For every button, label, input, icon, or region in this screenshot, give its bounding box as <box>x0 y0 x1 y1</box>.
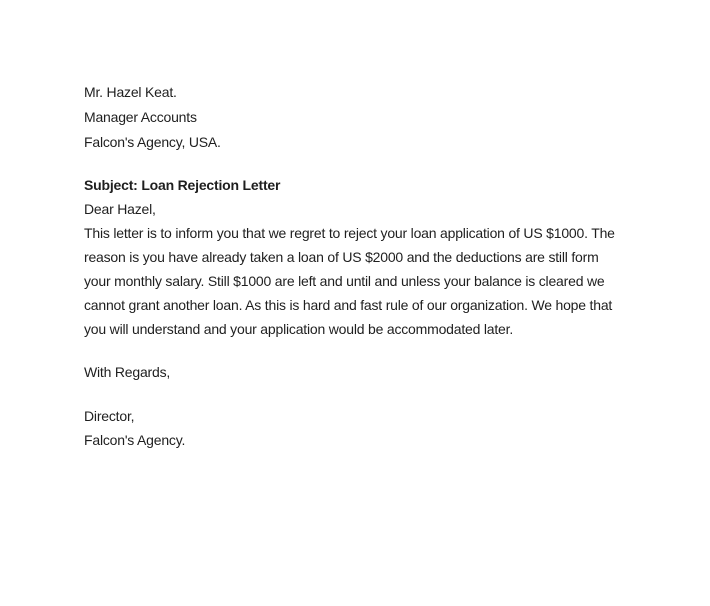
closing: With Regards, <box>84 364 171 380</box>
body-paragraph <box>84 221 680 341</box>
recipient-line: Manager Accounts <box>84 109 197 125</box>
blank-line <box>84 341 680 360</box>
signature-line: Falcon's Agency. <box>84 432 186 448</box>
letter-document <box>84 80 680 452</box>
signature-block <box>84 404 680 452</box>
body-line: your monthly salary. Still $1000 are left and until and unless your balance is cleared we <box>84 273 605 289</box>
body-line: reason is you have already taken a loan of US $2000 and the deductions are still form <box>84 249 599 265</box>
recipient-line: Falcon's Agency, USA. <box>84 134 221 150</box>
blank-line <box>84 384 680 404</box>
subject-line: Subject: Loan Rejection Letter <box>84 177 281 193</box>
body-line: you will understand and your application would be accommodated later. <box>84 321 514 337</box>
signature-line: Director, <box>84 408 135 424</box>
recipient-line: Mr. Hazel Keat. <box>84 84 177 100</box>
salutation: Dear Hazel, <box>84 201 156 217</box>
body-line: This letter is to inform you that we regret to reject your loan application of US $1000. The <box>84 225 615 241</box>
blank-line <box>84 155 680 173</box>
body-line: cannot grant another loan. As this is hard and fast rule of our organization. We hope that <box>84 297 613 313</box>
recipient-block <box>84 80 680 155</box>
